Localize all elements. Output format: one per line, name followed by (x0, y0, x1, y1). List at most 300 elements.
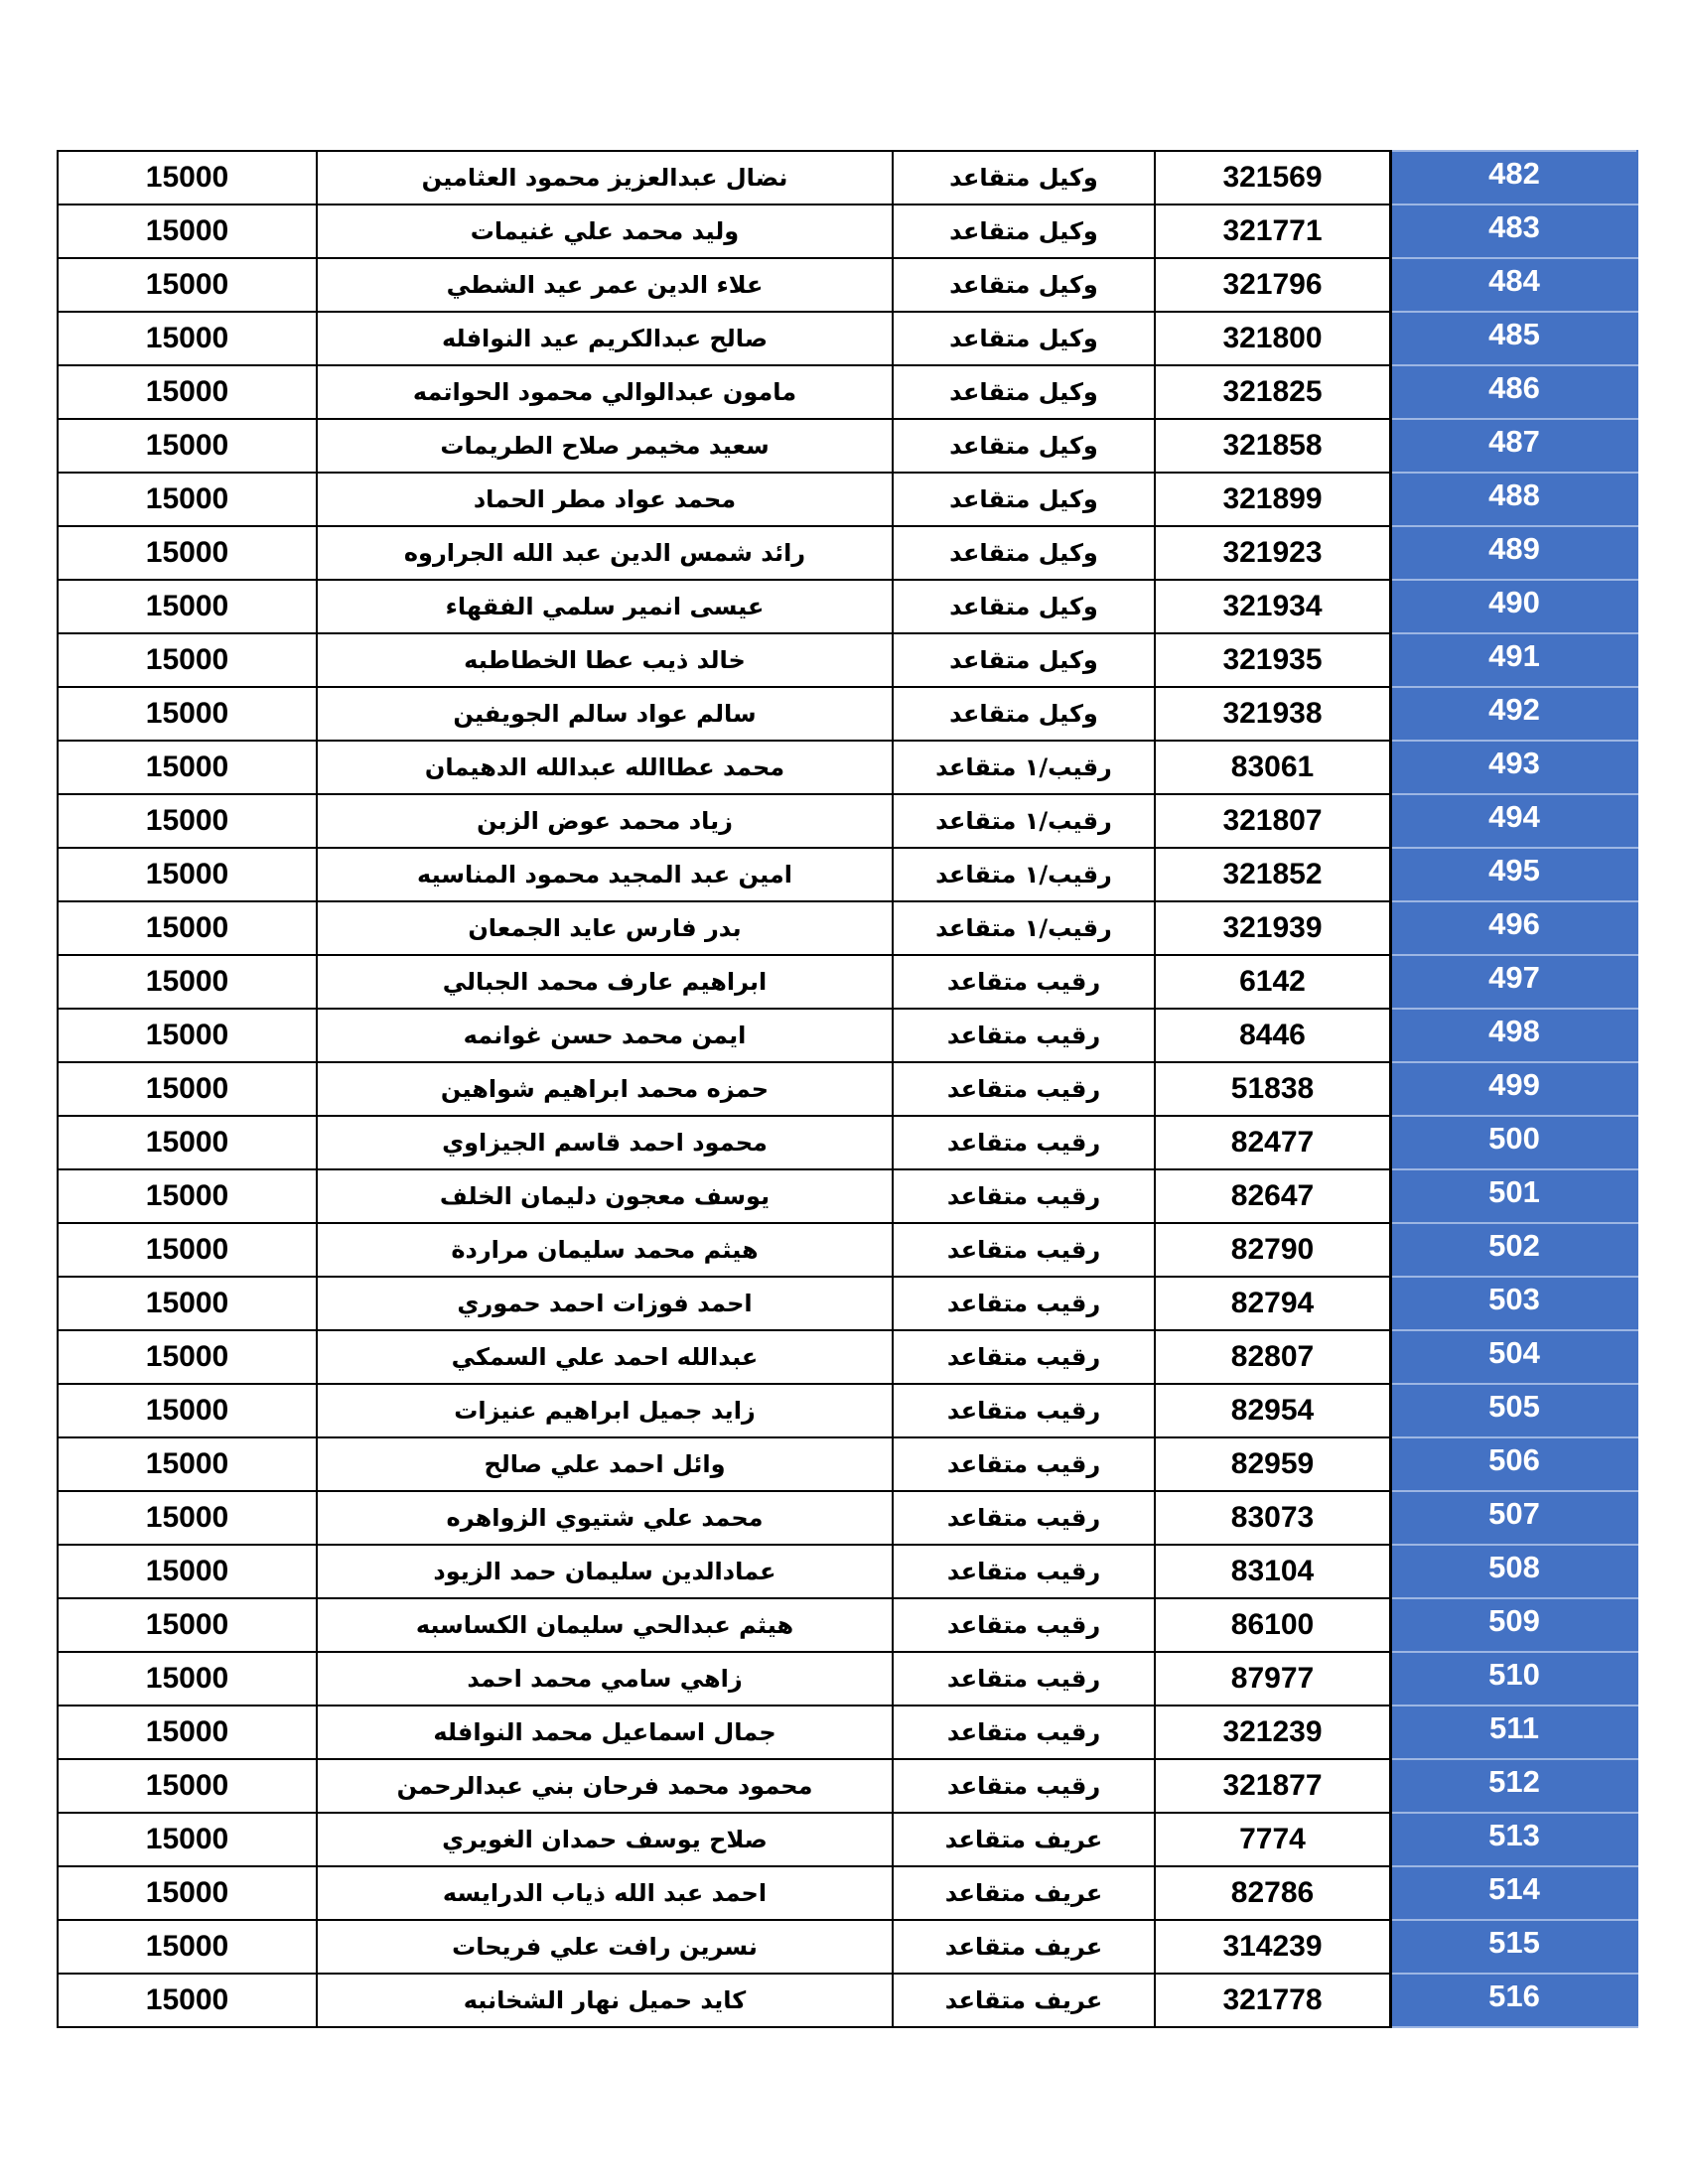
table-row (58, 1330, 1637, 1384)
seq-cell-text: 511 (1488, 1710, 1539, 1745)
name-cell (317, 687, 893, 741)
id-cell: 87977 (1155, 1652, 1391, 1706)
seq-cell (1391, 1598, 1638, 1652)
name-cell (317, 1866, 893, 1920)
id-cell: 82794 (1155, 1277, 1391, 1330)
table-row (58, 1974, 1637, 2027)
seq-cell-text: 508 (1488, 1550, 1540, 1584)
table-row (58, 955, 1637, 1009)
rank-cell (893, 1277, 1155, 1330)
rank-cell (893, 1437, 1155, 1491)
rank-cell-text: رقيب متقاعد (946, 1397, 1101, 1425)
seq-cell (1391, 687, 1638, 741)
name-cell-text: صالح عبدالكريم عيد النوافله (441, 325, 769, 352)
rank-cell-text: عريف متقاعد (944, 1986, 1103, 2014)
table-row (58, 1706, 1637, 1759)
id-cell: 321939 (1155, 901, 1391, 955)
table-row (58, 258, 1637, 312)
amount-cell: 15000 (58, 1920, 317, 1974)
id-cell: 83061 (1155, 741, 1391, 794)
name-cell-text: وليد محمد علي غنيمات (470, 217, 740, 245)
amount-cell: 15000 (58, 848, 317, 901)
seq-cell (1391, 1277, 1638, 1330)
rank-cell-text: وكيل متقاعد (949, 217, 1098, 245)
rank-cell (893, 1491, 1155, 1545)
name-cell (317, 1277, 893, 1330)
rank-cell-text: رقيب متقاعد (946, 1236, 1101, 1264)
seq-cell-text: 515 (1488, 1925, 1540, 1960)
name-cell (317, 151, 893, 205)
name-cell-text: يوسف معجون دليمان الخلف (439, 1182, 771, 1210)
rank-cell-text: رقيب/١ متقاعد (935, 914, 1112, 942)
id-cell: 321569 (1155, 151, 1391, 205)
id-cell: 321935 (1155, 633, 1391, 687)
table-row (58, 1116, 1637, 1169)
seq-cell (1391, 1384, 1638, 1437)
name-cell (317, 1706, 893, 1759)
seq-cell-text: 504 (1488, 1335, 1540, 1370)
name-cell (317, 205, 893, 258)
rank-cell (893, 1330, 1155, 1384)
name-cell-text: ابراهيم عارف محمد الجبالي (442, 968, 768, 996)
seq-cell-text: 490 (1488, 585, 1540, 619)
seq-cell (1391, 312, 1638, 365)
name-cell-text: كايد حميل نهار الشخانبه (463, 1986, 747, 2014)
rank-cell (893, 1866, 1155, 1920)
name-cell (317, 1116, 893, 1169)
seq-cell (1391, 1491, 1638, 1545)
amount-cell: 15000 (58, 1491, 317, 1545)
id-cell: 8446 (1155, 1009, 1391, 1062)
seq-cell (1391, 473, 1638, 526)
name-cell (317, 580, 893, 633)
seq-cell-text: 489 (1488, 531, 1540, 566)
table-row (58, 901, 1637, 955)
rank-cell-text: رقيب متقاعد (946, 1343, 1101, 1371)
rank-cell (893, 365, 1155, 419)
seq-cell (1391, 1652, 1638, 1706)
rank-cell (893, 526, 1155, 580)
seq-cell (1391, 1545, 1638, 1598)
amount-cell: 15000 (58, 633, 317, 687)
rank-cell (893, 580, 1155, 633)
rank-cell (893, 1759, 1155, 1813)
name-cell (317, 1384, 893, 1437)
seq-cell-text: 488 (1488, 478, 1540, 512)
name-cell (317, 1598, 893, 1652)
seq-cell-text: 492 (1488, 692, 1540, 727)
id-cell: 321807 (1155, 794, 1391, 848)
name-cell-text: بدر فارس عايد الجمعان (468, 914, 742, 942)
name-cell (317, 1652, 893, 1706)
name-cell (317, 901, 893, 955)
amount-cell: 15000 (58, 1759, 317, 1813)
seq-cell-text: 503 (1488, 1282, 1540, 1316)
rank-cell-text: وكيل متقاعد (949, 325, 1098, 352)
table-row (58, 580, 1637, 633)
table-row (58, 1223, 1637, 1277)
name-cell-text: رائد شمس الدين عبد الله الجراروه (403, 539, 806, 567)
rank-cell (893, 258, 1155, 312)
name-cell (317, 955, 893, 1009)
name-cell-text: احمد عبد الله ذياب الدرايسه (442, 1879, 768, 1907)
rank-cell (893, 633, 1155, 687)
rank-cell (893, 794, 1155, 848)
amount-cell: 15000 (58, 151, 317, 205)
seq-cell-text: 516 (1488, 1979, 1540, 2013)
name-cell (317, 1009, 893, 1062)
seq-cell (1391, 794, 1638, 848)
name-cell-text: هيثم محمد سليمان مراردة (451, 1236, 759, 1264)
rank-cell-text: وكيل متقاعد (949, 700, 1098, 728)
roster-body (58, 151, 1637, 2027)
rank-cell-text: رقيب متقاعد (946, 1450, 1101, 1478)
seq-cell-text: 510 (1488, 1657, 1540, 1692)
table-row (58, 1169, 1637, 1223)
amount-cell: 15000 (58, 205, 317, 258)
table-row (58, 1277, 1637, 1330)
id-cell: 82790 (1155, 1223, 1391, 1277)
seq-cell (1391, 1009, 1638, 1062)
rank-cell (893, 1009, 1155, 1062)
amount-cell: 15000 (58, 419, 317, 473)
rank-cell (893, 205, 1155, 258)
id-cell: 314239 (1155, 1920, 1391, 1974)
name-cell (317, 1545, 893, 1598)
seq-cell-text: 498 (1488, 1014, 1540, 1048)
seq-cell-text: 491 (1488, 638, 1540, 673)
name-cell-text: سعيد مخيمر صلاح الطريمات (440, 432, 770, 460)
name-cell-text: احمد فوزات احمد حموري (457, 1290, 753, 1317)
name-cell (317, 1330, 893, 1384)
name-cell (317, 258, 893, 312)
seq-cell-text: 485 (1488, 317, 1540, 351)
name-cell (317, 312, 893, 365)
rank-cell-text: رقيب متقاعد (946, 1718, 1101, 1746)
rank-cell-text: وكيل متقاعد (949, 646, 1098, 674)
rank-cell-text: وكيل متقاعد (949, 378, 1098, 406)
rank-cell (893, 1116, 1155, 1169)
id-cell: 321938 (1155, 687, 1391, 741)
table-row (58, 1759, 1637, 1813)
table-row (58, 1491, 1637, 1545)
seq-cell (1391, 1974, 1638, 2027)
rank-cell-text: رقيب متقاعد (946, 968, 1101, 996)
name-cell (317, 1169, 893, 1223)
name-cell-text: مامون عبدالوالي محمود الحواتمه (412, 378, 797, 406)
seq-cell (1391, 955, 1638, 1009)
rank-cell (893, 1652, 1155, 1706)
rank-cell-text: وكيل متقاعد (949, 164, 1098, 192)
seq-cell (1391, 1759, 1638, 1813)
rank-cell-text: رقيب متقاعد (946, 1772, 1101, 1800)
seq-cell (1391, 633, 1638, 687)
name-cell-text: نسرين رافت علي فريحات (452, 1933, 758, 1961)
table-row (58, 151, 1637, 205)
seq-cell-text: 506 (1488, 1442, 1540, 1477)
id-cell: 82477 (1155, 1116, 1391, 1169)
amount-cell: 15000 (58, 794, 317, 848)
seq-cell (1391, 205, 1638, 258)
rank-cell-text: عريف متقاعد (944, 1933, 1103, 1961)
amount-cell: 15000 (58, 1598, 317, 1652)
rank-cell (893, 1545, 1155, 1598)
name-cell-text: حمزه محمد ابراهيم شواهين (440, 1075, 770, 1103)
rank-cell (893, 955, 1155, 1009)
seq-cell-text: 509 (1488, 1603, 1540, 1638)
table-row (58, 1866, 1637, 1920)
amount-cell: 15000 (58, 687, 317, 741)
rank-cell (893, 901, 1155, 955)
name-cell (317, 526, 893, 580)
id-cell: 321852 (1155, 848, 1391, 901)
name-cell (317, 794, 893, 848)
name-cell-text: جمال اسماعيل محمد النوافله (433, 1718, 776, 1746)
rank-cell (893, 1169, 1155, 1223)
seq-cell (1391, 526, 1638, 580)
seq-cell (1391, 1437, 1638, 1491)
rank-cell (893, 1813, 1155, 1866)
rank-cell (893, 1920, 1155, 1974)
name-cell-text: علاء الدين عمر عيد الشطي (446, 271, 764, 299)
amount-cell: 15000 (58, 1974, 317, 2027)
name-cell-text: زياد محمد عوض الزبن (477, 807, 733, 835)
amount-cell: 15000 (58, 473, 317, 526)
id-cell: 321923 (1155, 526, 1391, 580)
id-cell: 83104 (1155, 1545, 1391, 1598)
rank-cell-text: وكيل متقاعد (949, 485, 1098, 513)
rank-cell (893, 1223, 1155, 1277)
rank-cell-text: رقيب متقاعد (946, 1665, 1101, 1693)
seq-cell (1391, 258, 1638, 312)
seq-cell-text: 496 (1488, 906, 1540, 941)
roster-table (57, 150, 1638, 2028)
rank-cell (893, 312, 1155, 365)
rank-cell (893, 1384, 1155, 1437)
seq-cell (1391, 1169, 1638, 1223)
rank-cell-text: وكيل متقاعد (949, 593, 1098, 620)
seq-cell-text: 514 (1488, 1871, 1540, 1906)
amount-cell: 15000 (58, 1652, 317, 1706)
rank-cell-text: رقيب متقاعد (946, 1290, 1101, 1317)
name-cell (317, 1974, 893, 2027)
rank-cell (893, 848, 1155, 901)
amount-cell: 15000 (58, 1223, 317, 1277)
rank-cell (893, 151, 1155, 205)
id-cell: 321934 (1155, 580, 1391, 633)
seq-cell (1391, 1813, 1638, 1866)
amount-cell: 15000 (58, 312, 317, 365)
rank-cell-text: رقيب متقاعد (946, 1504, 1101, 1532)
id-cell: 7774 (1155, 1813, 1391, 1866)
rank-cell-text: رقيب/١ متقاعد (935, 807, 1112, 835)
table-row (58, 526, 1637, 580)
rank-cell-text: رقيب متقاعد (946, 1182, 1101, 1210)
seq-cell (1391, 1706, 1638, 1759)
table-row (58, 1545, 1637, 1598)
table-row (58, 312, 1637, 365)
table-row (58, 473, 1637, 526)
name-cell-text: خالد ذيب عطا الخطاطبه (464, 646, 746, 674)
name-cell (317, 633, 893, 687)
amount-cell: 15000 (58, 955, 317, 1009)
id-cell: 82647 (1155, 1169, 1391, 1223)
id-cell: 321239 (1155, 1706, 1391, 1759)
rank-cell (893, 1706, 1155, 1759)
id-cell: 321771 (1155, 205, 1391, 258)
id-cell: 321800 (1155, 312, 1391, 365)
table-row (58, 1062, 1637, 1116)
roster-sheet (57, 150, 1627, 2028)
name-cell (317, 741, 893, 794)
name-cell (317, 1223, 893, 1277)
seq-cell (1391, 419, 1638, 473)
seq-cell-text: 494 (1488, 799, 1540, 834)
name-cell-text: هيثم عبدالحي سليمان الكساسبه (415, 1611, 794, 1639)
name-cell (317, 1491, 893, 1545)
seq-cell-text: 500 (1488, 1121, 1540, 1156)
name-cell (317, 419, 893, 473)
seq-cell-text: 505 (1488, 1389, 1540, 1424)
name-cell (317, 1759, 893, 1813)
name-cell (317, 1062, 893, 1116)
rank-cell (893, 1974, 1155, 2027)
seq-cell (1391, 1062, 1638, 1116)
seq-cell-text: 499 (1488, 1067, 1540, 1102)
name-cell-text: محمود احمد قاسم الجيزاوي (442, 1129, 768, 1157)
seq-cell (1391, 151, 1638, 205)
seq-cell (1391, 741, 1638, 794)
seq-cell (1391, 580, 1638, 633)
amount-cell: 15000 (58, 1813, 317, 1866)
seq-cell (1391, 1920, 1638, 1974)
rank-cell (893, 1598, 1155, 1652)
name-cell (317, 473, 893, 526)
rank-cell-text: وكيل متقاعد (949, 271, 1098, 299)
seq-cell-text: 507 (1488, 1496, 1540, 1531)
table-row (58, 741, 1637, 794)
id-cell: 321899 (1155, 473, 1391, 526)
rank-cell (893, 741, 1155, 794)
table-row (58, 419, 1637, 473)
id-cell: 83073 (1155, 1491, 1391, 1545)
amount-cell: 15000 (58, 1169, 317, 1223)
table-row (58, 205, 1637, 258)
id-cell: 321825 (1155, 365, 1391, 419)
seq-cell-text: 501 (1488, 1174, 1540, 1209)
name-cell-text: عبدالله احمد علي السمكي (451, 1343, 759, 1371)
table-row (58, 1652, 1637, 1706)
table-row (58, 1009, 1637, 1062)
amount-cell: 15000 (58, 901, 317, 955)
seq-cell-text: 497 (1488, 960, 1540, 995)
seq-cell-text: 484 (1488, 263, 1540, 298)
seq-cell-text: 482 (1488, 156, 1540, 191)
table-row (58, 633, 1637, 687)
id-cell: 82786 (1155, 1866, 1391, 1920)
seq-cell-text: 513 (1488, 1818, 1540, 1852)
rank-cell-text: رقيب/١ متقاعد (935, 753, 1112, 781)
seq-cell (1391, 1330, 1638, 1384)
seq-cell-text: 502 (1488, 1228, 1540, 1263)
rank-cell-text: رقيب متقاعد (946, 1022, 1101, 1049)
rank-cell (893, 1062, 1155, 1116)
table-row (58, 365, 1637, 419)
name-cell (317, 1813, 893, 1866)
amount-cell: 15000 (58, 1384, 317, 1437)
seq-cell (1391, 365, 1638, 419)
name-cell-text: عيسى انمير سلمي الفقهاء (445, 593, 765, 620)
table-row (58, 1384, 1637, 1437)
table-row (58, 1437, 1637, 1491)
id-cell: 82959 (1155, 1437, 1391, 1491)
name-cell-text: امين عبد المجيد محمود المناسيه (417, 861, 792, 888)
name-cell-text: صلاح يوسف حمدان الغويري (442, 1826, 768, 1853)
name-cell-text: وائل احمد علي صالح (484, 1450, 726, 1478)
seq-cell-text: 495 (1488, 853, 1540, 887)
id-cell: 321796 (1155, 258, 1391, 312)
name-cell (317, 1437, 893, 1491)
rank-cell-text: رقيب متقاعد (946, 1558, 1101, 1585)
name-cell-text: محمد عواد مطر الحماد (473, 485, 737, 513)
amount-cell: 15000 (58, 1009, 317, 1062)
name-cell-text: محمد عطاالله عبدالله الدهيمان (424, 753, 785, 781)
name-cell-text: نضال عبدالعزيز محمود العثامين (421, 164, 788, 192)
id-cell: 82807 (1155, 1330, 1391, 1384)
seq-cell-text: 512 (1488, 1764, 1540, 1799)
seq-cell-text: 493 (1488, 746, 1540, 780)
name-cell-text: محمود محمد فرحان بني عبدالرحمن (396, 1772, 813, 1800)
rank-cell-text: رقيب متقاعد (946, 1075, 1101, 1103)
name-cell (317, 365, 893, 419)
table-row (58, 1920, 1637, 1974)
seq-cell-text: 486 (1488, 370, 1540, 405)
amount-cell: 15000 (58, 526, 317, 580)
seq-cell (1391, 848, 1638, 901)
amount-cell: 15000 (58, 1277, 317, 1330)
rank-cell-text: وكيل متقاعد (949, 432, 1098, 460)
name-cell-text: زايد جميل ابراهيم عنيزات (454, 1397, 756, 1425)
amount-cell: 15000 (58, 580, 317, 633)
amount-cell: 15000 (58, 1866, 317, 1920)
name-cell-text: زاهي سامي محمد احمد (467, 1665, 743, 1693)
amount-cell: 15000 (58, 365, 317, 419)
rank-cell (893, 473, 1155, 526)
table-row (58, 687, 1637, 741)
amount-cell: 15000 (58, 1116, 317, 1169)
id-cell: 321778 (1155, 1974, 1391, 2027)
rank-cell-text: عريف متقاعد (944, 1826, 1103, 1853)
id-cell: 86100 (1155, 1598, 1391, 1652)
rank-cell-text: وكيل متقاعد (949, 539, 1098, 567)
id-cell: 51838 (1155, 1062, 1391, 1116)
seq-cell (1391, 1866, 1638, 1920)
table-row (58, 794, 1637, 848)
name-cell-text: محمد علي شتيوي الزواهره (446, 1504, 764, 1532)
amount-cell: 15000 (58, 1062, 317, 1116)
table-row (58, 1598, 1637, 1652)
seq-cell-text: 483 (1488, 209, 1540, 244)
amount-cell: 15000 (58, 1330, 317, 1384)
seq-cell-text: 487 (1488, 424, 1540, 459)
rank-cell (893, 419, 1155, 473)
rank-cell-text: عريف متقاعد (944, 1879, 1103, 1907)
name-cell-text: ايمن محمد حسن غوانمه (463, 1022, 747, 1049)
id-cell: 6142 (1155, 955, 1391, 1009)
amount-cell: 15000 (58, 1545, 317, 1598)
name-cell (317, 848, 893, 901)
amount-cell: 15000 (58, 741, 317, 794)
